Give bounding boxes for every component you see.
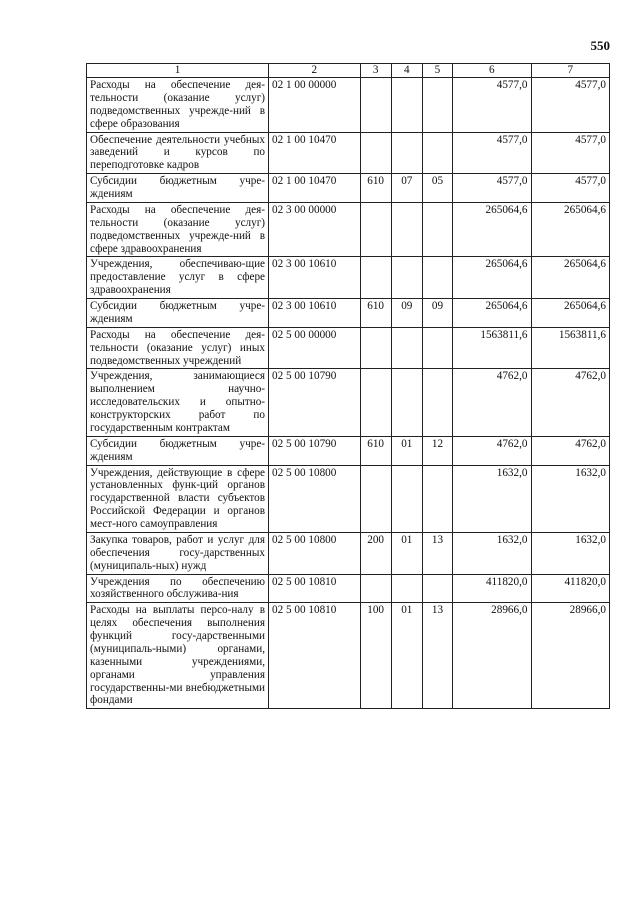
row-expense-type (360, 465, 391, 532)
row-amount-2: 4762,0 (531, 436, 610, 465)
row-name: Расходы на обеспечение дея-тельности (оказание услуг) иных подведомственных учреждений (87, 327, 269, 369)
table-row (87, 465, 610, 532)
row-name: Учреждения, обеспечиваю-щие предоставление услуг в сфере здравоохранения (87, 257, 269, 299)
row-code: 02 5 00 10810 (269, 603, 361, 709)
header-row (87, 64, 610, 78)
row-subsection: 05 (422, 174, 452, 203)
row-amount-1: 1632,0 (453, 465, 531, 532)
row-amount-1: 1632,0 (453, 532, 531, 574)
row-subsection: 09 (422, 299, 452, 328)
row-name: Расходы на обеспечение дея-тельности (оказание услуг) подведомственных учрежде-ний в сфере образования (87, 78, 269, 133)
row-code: 02 1 00 00000 (269, 78, 361, 133)
row-amount-1: 265064,6 (453, 299, 531, 328)
row-amount-2: 265064,6 (531, 257, 610, 299)
row-section (391, 465, 422, 532)
row-amount-1: 265064,6 (453, 257, 531, 299)
row-amount-1: 1563811,6 (453, 327, 531, 369)
row-section: 01 (391, 603, 422, 709)
row-amount-2: 4577,0 (531, 174, 610, 203)
row-section: 07 (391, 174, 422, 203)
row-name: Обеспечение деятельности учебных заведений и курсов по переподготовке кадров (87, 132, 269, 174)
column-header: 4 (391, 64, 422, 78)
row-amount-2: 1563811,6 (531, 327, 610, 369)
page-number: 550 (590, 38, 610, 53)
row-subsection: 13 (422, 532, 452, 574)
row-code: 02 5 00 10800 (269, 532, 361, 574)
budget-table (86, 63, 610, 709)
row-subsection: 13 (422, 603, 452, 709)
row-section (391, 202, 422, 257)
table-row (87, 603, 610, 709)
row-expense-type: 200 (360, 532, 391, 574)
row-name: Учреждения по обеспечению хозяйственного обслужива-ния (87, 574, 269, 603)
row-expense-type: 610 (360, 436, 391, 465)
row-amount-1: 4762,0 (453, 369, 531, 436)
table-row (87, 174, 610, 203)
table-row (87, 532, 610, 574)
table-row (87, 369, 610, 436)
row-code: 02 5 00 10810 (269, 574, 361, 603)
row-section (391, 327, 422, 369)
table-row (87, 299, 610, 328)
row-expense-type (360, 78, 391, 133)
column-header: 5 (422, 64, 452, 78)
row-name: Расходы на выплаты персо-налу в целях обеспечения выполнения функций госу-дарственными (муниципаль-ными) органами, казенными учреждениями, органами управления государственны-ми внебюджетными фондами (87, 603, 269, 709)
row-name: Субсидии бюджетным учре-ждениям (87, 299, 269, 328)
row-expense-type: 100 (360, 603, 391, 709)
row-amount-2: 1632,0 (531, 532, 610, 574)
table-body (87, 78, 610, 709)
row-section (391, 132, 422, 174)
row-code: 02 3 00 10610 (269, 299, 361, 328)
row-section (391, 574, 422, 603)
row-expense-type: 610 (360, 299, 391, 328)
row-amount-1: 4577,0 (453, 132, 531, 174)
row-amount-2: 28966,0 (531, 603, 610, 709)
row-code: 02 5 00 10790 (269, 436, 361, 465)
table-row (87, 78, 610, 133)
table-row (87, 202, 610, 257)
row-subsection (422, 369, 452, 436)
row-section: 01 (391, 532, 422, 574)
row-code: 02 5 00 10790 (269, 369, 361, 436)
table-row (87, 436, 610, 465)
row-expense-type (360, 202, 391, 257)
row-section: 09 (391, 299, 422, 328)
row-code: 02 5 00 10800 (269, 465, 361, 532)
row-subsection: 12 (422, 436, 452, 465)
row-code: 02 1 00 10470 (269, 132, 361, 174)
row-subsection (422, 257, 452, 299)
row-expense-type (360, 132, 391, 174)
row-amount-2: 265064,6 (531, 202, 610, 257)
row-amount-2: 4762,0 (531, 369, 610, 436)
row-expense-type (360, 574, 391, 603)
row-amount-1: 4577,0 (453, 78, 531, 133)
row-name: Субсидии бюджетным учре-ждениям (87, 436, 269, 465)
table-row (87, 257, 610, 299)
row-subsection (422, 202, 452, 257)
row-subsection (422, 132, 452, 174)
row-amount-1: 265064,6 (453, 202, 531, 257)
column-header: 6 (453, 64, 531, 78)
row-code: 02 3 00 00000 (269, 202, 361, 257)
column-header: 2 (269, 64, 361, 78)
row-name: Учреждения, действующие в сфере установленных функ-ций органов государственной власти субъектов Российской Федерации и органов мест-ного самоуправления (87, 465, 269, 532)
table-row (87, 574, 610, 603)
row-subsection (422, 78, 452, 133)
row-amount-1: 411820,0 (453, 574, 531, 603)
row-name: Расходы на обеспечение дея-тельности (оказание услуг) подведомственных учрежде-ний в сфере здравоохранения (87, 202, 269, 257)
row-amount-2: 265064,6 (531, 299, 610, 328)
row-code: 02 1 00 10470 (269, 174, 361, 203)
row-expense-type (360, 327, 391, 369)
row-name: Учреждения, занимающиеся выполнением научно-исследовательских и опытно-конструкторских работ по государственным контрактам (87, 369, 269, 436)
row-code: 02 5 00 00000 (269, 327, 361, 369)
column-header: 1 (87, 64, 269, 78)
row-section (391, 257, 422, 299)
row-amount-2: 4577,0 (531, 132, 610, 174)
row-amount-2: 411820,0 (531, 574, 610, 603)
table-row (87, 132, 610, 174)
table-row (87, 327, 610, 369)
row-amount-2: 4577,0 (531, 78, 610, 133)
column-header: 7 (531, 64, 610, 78)
row-amount-1: 4762,0 (453, 436, 531, 465)
row-code: 02 3 00 10610 (269, 257, 361, 299)
row-amount-1: 28966,0 (453, 603, 531, 709)
row-subsection (422, 465, 452, 532)
row-expense-type (360, 369, 391, 436)
row-section: 01 (391, 436, 422, 465)
row-section (391, 78, 422, 133)
row-subsection (422, 327, 452, 369)
row-amount-2: 1632,0 (531, 465, 610, 532)
row-subsection (422, 574, 452, 603)
row-expense-type: 610 (360, 174, 391, 203)
row-name: Субсидии бюджетным учре-ждениям (87, 174, 269, 203)
row-amount-1: 4577,0 (453, 174, 531, 203)
row-expense-type (360, 257, 391, 299)
row-section (391, 369, 422, 436)
column-header: 3 (360, 64, 391, 78)
row-name: Закупка товаров, работ и услуг для обеспечения госу-дарственных (муниципаль-ных) нужд (87, 532, 269, 574)
